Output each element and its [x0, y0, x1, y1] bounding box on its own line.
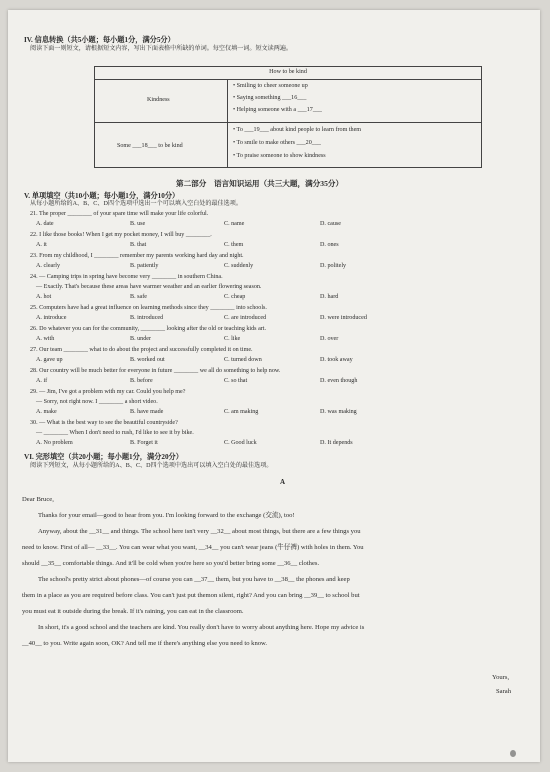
passage-label: A [280, 478, 286, 486]
letter-line: Anyway, about the __31__ and things. The school here isn't very __32__ about most things, but there are a few things you [38, 528, 361, 535]
question-stem-reply: — Sorry, not right now. I ________ a short video. [36, 399, 158, 405]
letter-line: them in a place as you are required before class. You can't just put themon silent, right? And you can bring __39__ to school but [22, 592, 360, 599]
option: A. if [36, 378, 48, 384]
table-title: How to be kind [269, 69, 307, 75]
question-stem: 28. Our country will be much better for everyone in future ________ we all do something to help now. [30, 368, 281, 374]
question-stem-reply: — Exactly. That's because these areas have warmer weather and an earlier flowering season. [36, 284, 262, 290]
option: D. cause [320, 221, 341, 227]
table-row2-item: • To smile to make others ___20___ [233, 140, 321, 146]
table-divider [227, 79, 228, 167]
question-stem: 24. — Camping trips in spring have become very ________ in southern China. [30, 274, 223, 280]
table-row1-item: • Helping someone with a ___17___ [233, 107, 322, 113]
option: B. patiently [130, 263, 159, 269]
letter-line: Thanks for your email—good to hear from you. I'm looking forward to the exchange (交流), too! [38, 512, 295, 519]
question-stem: 30. — What is the best way to see the beautiful countryside? [30, 420, 178, 426]
option: D. It depends [320, 440, 353, 446]
exam-page [8, 10, 540, 762]
option: B. use [130, 221, 146, 227]
option: B. introduced [130, 315, 164, 321]
info-table [94, 66, 482, 168]
option: D. ones [320, 242, 339, 248]
table-row1-item: • Saying something ___16___ [233, 95, 307, 101]
option: B. that [130, 242, 147, 248]
smudge-mark [510, 750, 516, 757]
letter-salutation: Dear Bruce, [22, 496, 54, 503]
option: D. was making [320, 409, 357, 415]
option: A. date [36, 221, 54, 227]
table-row2-item: • To praise someone to show kindness [233, 153, 326, 159]
letter-closing: Yours, [492, 674, 510, 681]
question-stem: 27. Our team ________ what to do about the project and successfully completed it on time. [30, 347, 253, 353]
letter-line: need to know. First of all— __33__. You can wear what you want, __34__ you can't wear jeans (牛仔裤) with holes in them. You [22, 544, 364, 551]
letter-line: __40__ to you. Write again soon, OK? And tell me if there's anything else you need to know. [22, 640, 268, 647]
letter-line: The school's pretty strict about phones—of course you can __37__ them, but you have to __38__ the phones and keep [38, 576, 350, 583]
option: D. hard [320, 294, 339, 300]
option: C. suddenly [224, 263, 254, 269]
section-vi-header: VI. 完形填空（共20小题；每小题1分，满分20分） [24, 453, 183, 461]
section-v-header: V. 单项填空（共10小题；每小题1分，满分10分） [24, 192, 180, 200]
option: A. make [36, 409, 57, 415]
option: D. took away [320, 357, 353, 363]
option: A. hot [36, 294, 52, 300]
option: C. turned down [224, 357, 262, 363]
section-v-instruction: 从每小题所给的A、B、C、D四个选项中选出一个可以填入空白处的最佳选项。 [30, 201, 242, 207]
question-stem: 25. Computers have had a great influence on learning methods since they ________ into schools. [30, 305, 267, 311]
section-iv-instruction: 阅读下面一则短文，请根据短文内容，写出下面表格中所缺的单词。每空仅填一词。短文读两遍。 [30, 46, 293, 52]
table-row2-item: • To ___19___ about kind people to learn from them [233, 127, 362, 133]
question-stem: 21. The proper ________ of your spare time will make your life colorful. [30, 211, 209, 217]
option: B. safe [130, 294, 147, 300]
option: C. cheap [224, 294, 246, 300]
option: A. clearly [36, 263, 61, 269]
option: C. Good luck [224, 440, 257, 446]
option: D. politely [320, 263, 347, 269]
part2-header: 第二部分 语言知识运用（共三大题，满分35分） [176, 179, 344, 188]
option: A. introduce [36, 315, 67, 321]
table-divider [95, 122, 481, 123]
table-row1-item: • Smiling to cheer someone up [233, 83, 308, 89]
section-iv-header: IV. 信息转换（共5小题；每小题1分，满分5分） [24, 36, 175, 44]
table-divider [95, 79, 481, 80]
option: B. worked out [130, 357, 165, 363]
letter-line: you must eat it outside during the break. If it's raining, you can eat in the classroom. [22, 608, 244, 615]
option: C. name [224, 221, 245, 227]
option: B. have made [130, 409, 164, 415]
letter-line: In short, it's a good school and the teachers are kind. You really don't have to worry about anything here. Hope my advice is [38, 624, 365, 631]
option: D. even though [320, 378, 358, 384]
option: C. am making [224, 409, 259, 415]
option: B. Forget it [130, 440, 158, 446]
question-stem: 22. I like those books! When I get my pocket money, I will buy ________. [30, 232, 212, 238]
option: C. like [224, 336, 241, 342]
table-row2-label: Some ___18___ to be kind [117, 143, 183, 149]
letter-signature: Sarah [496, 688, 512, 695]
option: A. No problem [36, 440, 73, 446]
option: D. over [320, 336, 339, 342]
table-row1-label: Kindness [147, 97, 170, 103]
option: D. were introduced [320, 315, 367, 321]
option: B. before [130, 378, 153, 384]
option: A. gave up [36, 357, 63, 363]
question-stem: 23. From my childhood, I ________ remember my parents working hard day and night. [30, 253, 244, 259]
section-vi-instruction: 阅读下列短文，从每小题所给的A、B、C、D四个选项中选出可以填入空白处的最佳选项。 [30, 463, 273, 469]
letter-line: should __35__ comfortable things. And it'll be cold when you're here so you'd better bring some __36__ clothes. [22, 560, 320, 567]
option: C. so that [224, 378, 248, 384]
option: A. with [36, 336, 55, 342]
question-stem: 26. Do whatever you can for the community, ________ looking after the old or teaching kids art. [30, 326, 267, 332]
option: C. are introduced [224, 315, 267, 321]
question-stem: 29. — Jim, I've got a problem with my car. Could you help me? [30, 389, 186, 395]
option: C. them [224, 242, 244, 248]
option: B. under [130, 336, 151, 342]
question-stem-reply: — ________ When I don't need to rush, I'd like to see it by bike. [36, 430, 194, 436]
option: A. it [36, 242, 47, 248]
